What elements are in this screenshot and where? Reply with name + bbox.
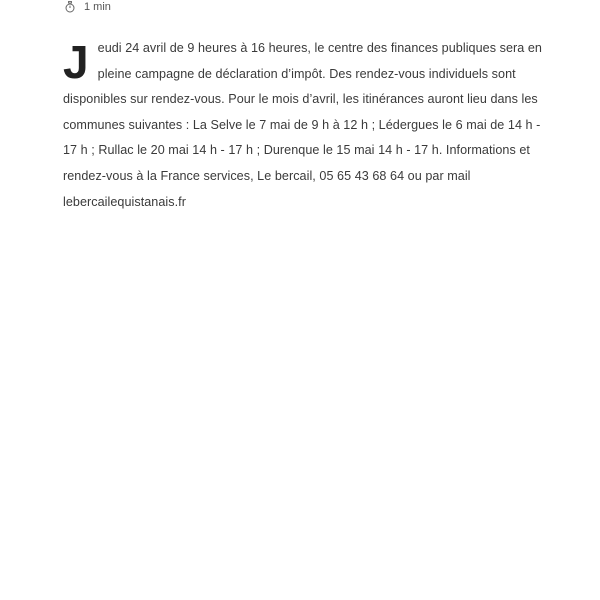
article-paragraph: eudi 24 avril de 9 heures à 16 heures, le centre des finances publiques sera en pleine campagne de déclaration d’impôt. Des rendez-vous individuels sont disponibles sur rendez-vous. Pour le mois d’avril, les itinérances auront lieu dans les communes suivantes : La Selve le 7 mai de 9 h à 12 h ; Lédergues le 6 mai de 14 h - 17 h ; Rullac le 20 mai 14 h - 17 h ; Durenque le 15 mai 14 h - 17 h. Informations et rendez-vous à la France services, Le bercail, 05 65 43 68 64 ou par mail lebercailequistanais.fr [63,41,542,209]
read-time [65,0,111,14]
drop-cap: J [63,36,89,88]
article-body [63,36,547,215]
stopwatch-icon [65,1,75,13]
read-time-label: 1 min [84,1,111,13]
